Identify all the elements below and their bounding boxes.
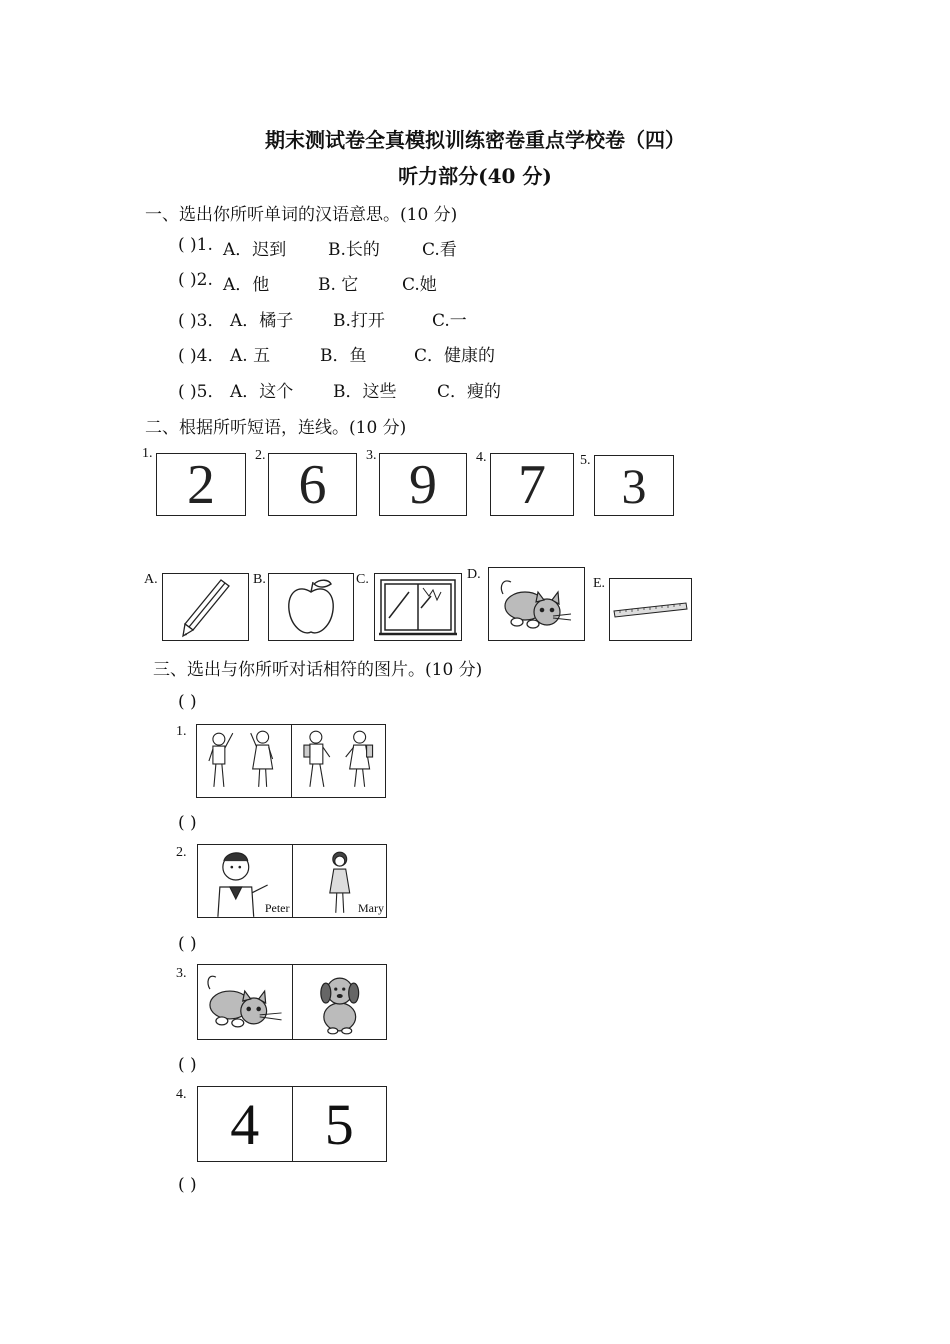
pencil-icon [163, 574, 248, 640]
item-label: 3. [176, 966, 187, 981]
picture-label: E. [593, 576, 606, 591]
answer-paren: ( ) [178, 692, 197, 712]
answer-paren: ( ) [178, 813, 197, 833]
picture-mary [292, 845, 387, 917]
page-subtitle: 听力部分(40 分) [398, 164, 552, 188]
number-label: 2. [255, 448, 266, 463]
option-a: A. 五 [230, 346, 271, 366]
picture-card-window [374, 573, 462, 641]
number-label: 1. [142, 446, 153, 461]
number-card-2: 2 [156, 453, 246, 516]
option-c: C．瘦的 [437, 382, 502, 402]
number-card-6: 6 [268, 453, 357, 516]
question-prefix: ( )3． [178, 311, 225, 331]
number-five: 5 [324, 1091, 354, 1157]
question-row [178, 306, 678, 330]
picture-card-ruler [609, 578, 692, 641]
page-title: 期末测试卷全真模拟训练密卷重点学校卷（四） [265, 128, 685, 152]
option-a: A．迟到 [223, 240, 287, 260]
caption-peter: Peter [264, 901, 290, 915]
picture-card-cat [488, 567, 585, 641]
question-prefix: ( )5． [178, 382, 225, 402]
caption-mary: Mary [358, 901, 384, 915]
option-a: A．这个 [230, 382, 294, 402]
picture-label: A. [144, 572, 158, 587]
option-b: B. 它 [318, 275, 359, 295]
option-c: C.她 [402, 275, 437, 295]
number-card-9: 9 [379, 453, 467, 516]
picture-dog [292, 965, 387, 1039]
question-row [178, 235, 678, 259]
option-a: A．他 [223, 275, 270, 295]
number-card-4 [198, 1087, 292, 1161]
number-card-5 [292, 1087, 387, 1161]
section2-heading: 二、根据所听短语，连线。(10 分) [145, 418, 407, 438]
dog-icon [293, 965, 387, 1039]
number-label: 5. [580, 453, 591, 468]
picture-pair-2 [197, 844, 387, 918]
question-row [178, 341, 678, 365]
picture-greeting-walk [291, 725, 386, 797]
section1-heading: 一、选出你所听单词的汉语意思。(10 分) [145, 205, 458, 225]
picture-greeting-wave [197, 725, 291, 797]
picture-card-apple [268, 573, 354, 641]
question-prefix: ( )4． [178, 346, 225, 366]
item-label: 2. [176, 845, 187, 860]
answer-paren: ( ) [178, 934, 197, 954]
children-waving-icon [197, 725, 291, 797]
item-label: 4. [176, 1087, 187, 1102]
picture-label: C. [356, 572, 369, 587]
section3-heading: 三、选出与你所听对话相符的图片。(10 分) [153, 660, 483, 680]
window-icon [375, 574, 461, 640]
option-c: C.看 [422, 240, 457, 260]
option-c: C．健康的 [414, 346, 496, 366]
number-four: 4 [230, 1091, 260, 1157]
number-card-3: 3 [594, 455, 674, 516]
picture-cat [198, 965, 292, 1039]
cat-icon [489, 568, 584, 640]
picture-peter [198, 845, 292, 917]
ruler-icon [610, 579, 691, 640]
question-row [178, 270, 678, 294]
number-card-7: 7 [490, 453, 574, 516]
picture-label: B. [253, 572, 266, 587]
question-row [178, 377, 678, 401]
picture-label: D. [467, 567, 481, 582]
item-label: 1. [176, 724, 187, 739]
option-b: B．鱼 [320, 346, 367, 366]
picture-card-pencil [162, 573, 249, 641]
option-b: B．这些 [333, 382, 397, 402]
option-b: B.打开 [333, 311, 385, 331]
number-label: 4. [476, 450, 487, 465]
picture-pair-4 [197, 1086, 387, 1162]
apple-icon [269, 574, 353, 640]
question-prefix: ( )1. [178, 235, 213, 255]
number-label: 3. [366, 448, 377, 463]
cat-icon [198, 965, 292, 1039]
question-prefix: ( )2. [178, 270, 213, 290]
picture-pair-3 [197, 964, 387, 1040]
answer-paren: ( ) [178, 1175, 197, 1195]
option-b: B.长的 [328, 240, 380, 260]
answer-paren: ( ) [178, 1055, 197, 1075]
option-a: A．橘子 [230, 311, 294, 331]
children-walking-icon [292, 725, 386, 797]
picture-pair-1 [196, 724, 386, 798]
option-c: C.一 [432, 311, 467, 331]
